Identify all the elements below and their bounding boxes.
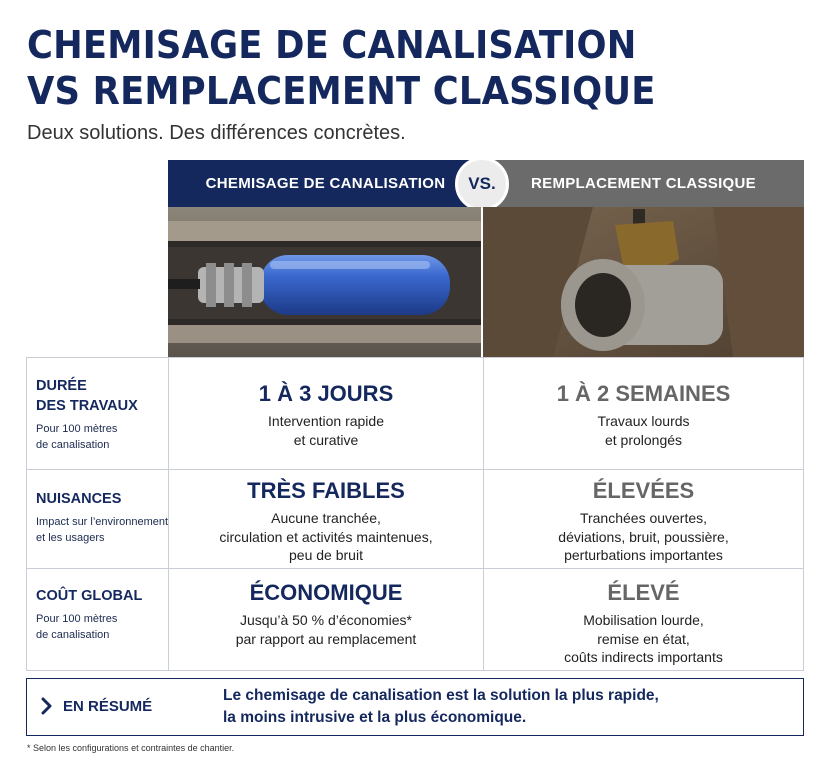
lining-nuisances-desc: Aucune tranchée, circulation et activités maintenues, peu de bruit [219,510,433,563]
summary-box [26,678,804,736]
row-label [36,489,168,546]
pipe-lining-photo [168,207,481,357]
column-header-replacement: REMPLACEMENT CLASSIQUE [483,160,804,207]
row-subtitle: Pour 100 mètres de canalisation [36,423,118,451]
lining-duration-desc: Intervention rapide et curative [268,413,384,448]
lining-nuisances-value: TRÈS FAIBLES [247,478,405,503]
comparison-table [26,357,804,671]
row-title: NUISANCES [36,491,122,507]
row-cost [27,568,803,670]
title-line-2: VS REMPLACEMENT CLASSIQUE [27,69,656,113]
summary-text: Le chemisage de canalisation est la solution la plus rapide, la moins intrusive et la plus économique. [223,687,659,726]
lining-duration [169,381,483,449]
summary-label: EN RÉSUMÉ [63,698,153,715]
replacement-cost-value: ÉLEVÉ [607,580,680,605]
replacement-nuisances-value: ÉLEVÉES [592,478,695,503]
column-header-lining: CHEMISAGE DE CANALISATION [168,160,483,207]
row-label [36,586,142,643]
lining-cost-desc: Jusqu’à 50 % d’économies* par rapport au remplacement [235,612,417,647]
lining-duration-value: 1 À 3 JOURS [258,381,394,406]
title-line-1: CHEMISAGE DE CANALISATION [27,23,637,67]
replacement-nuisances [484,478,803,565]
row-title: DURÉE DES TRAVAUX [36,378,138,414]
page-title [27,22,762,114]
replacement-duration-value: 1 À 2 SEMAINES [556,381,731,406]
row-subtitle: Impact sur l’environnement et les usagers [36,516,169,544]
lining-cost [169,580,483,648]
replacement-duration-desc: Travaux lourds et prolongés [597,413,690,448]
row-title: COÛT GLOBAL [36,588,143,604]
vs-badge: VS. [455,157,509,211]
replacement-cost [484,580,803,667]
row-duration [27,358,803,469]
row-label [36,376,138,453]
footnote: * Selon les configurations et contraintes de chantier. [27,743,235,753]
replacement-nuisances-desc: Tranchées ouvertes, déviations, bruit, poussière, perturbations importantes [558,510,729,563]
lining-cost-value: ÉCONOMIQUE [249,580,403,605]
row-subtitle: Pour 100 mètres de canalisation [36,613,118,641]
lining-nuisances [169,478,483,565]
page-subtitle: Deux solutions. Des différences concrètes. [27,122,406,144]
chevron-right-icon [41,697,53,715]
replacement-duration [484,381,803,449]
trench-excavation-photo [483,207,804,357]
replacement-cost-desc: Mobilisation lourde, remise en état, coûts indirects importants [564,612,723,665]
row-nuisances [27,469,803,568]
